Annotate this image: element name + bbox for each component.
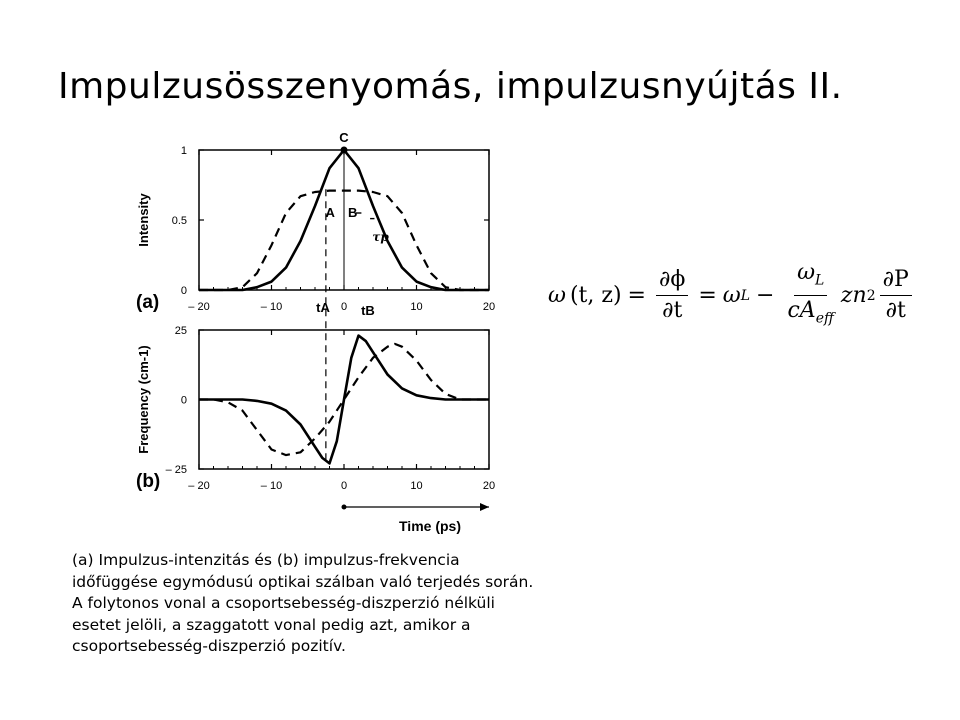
- x-tick-label: 10: [410, 301, 423, 313]
- formula-eq2: =: [698, 283, 717, 309]
- formula-frac2: [784, 260, 836, 332]
- x-tick-label: – 20: [188, 301, 210, 313]
- chart-intensity: [136, 130, 495, 318]
- formula-zn-sub: 2: [866, 287, 876, 304]
- x-tick-label: 0: [340, 480, 348, 492]
- y-tick-label: 1: [180, 145, 187, 157]
- formula-omega-l: ω: [722, 283, 741, 309]
- x-axis-label: Time (ps): [399, 518, 461, 534]
- time-arrow-origin: [342, 505, 347, 510]
- formula-frac3: [880, 267, 912, 324]
- x-tick-label: 20: [482, 480, 496, 492]
- formula-args: (t, z): [569, 283, 622, 309]
- formula-frac1: [656, 267, 688, 324]
- formula-zn: zn: [840, 283, 867, 309]
- formula-dt2: ∂t: [885, 298, 906, 324]
- formula-minus: −: [756, 283, 775, 309]
- formula-frac2-ca: cA: [787, 298, 816, 324]
- annotation-tb: tB: [361, 303, 375, 318]
- time-arrow-head: [480, 503, 489, 511]
- y-tick-label: – 25: [165, 464, 187, 476]
- peak-point: [341, 147, 348, 154]
- formula-omega: ω: [548, 283, 566, 309]
- formula-dp: ∂P: [880, 267, 912, 296]
- y-tick-label: 0.5: [171, 215, 187, 227]
- figure-caption: (a) Impulzus-intenzitás és (b) impulzus-frekvencia időfüggése egymódusú optikai szálban való terjedés során. A folytonos vonal a csoportsebesség-diszperzió nélküli esetet jelöli, a szaggatott vonal pedig azt, amikor a csoportsebesség-diszperzió pozitív.: [72, 551, 534, 655]
- chart-frequency: [136, 325, 495, 534]
- annotation-tau: τp: [372, 229, 389, 244]
- annotation-ta: tA: [316, 300, 330, 315]
- annotation-c: C: [339, 130, 349, 145]
- formula-dphi: ∂ϕ: [656, 267, 688, 296]
- y-tick-label: 0: [180, 285, 187, 297]
- slide-title: Impulzusösszenyomás, impulzusnyújtás II.: [58, 66, 843, 107]
- x-tick-label: – 10: [260, 301, 283, 313]
- y-axis-label: Frequency (cm-1): [136, 345, 151, 454]
- formula-omega-l-sub: L: [740, 287, 751, 304]
- series-solid-line: [199, 336, 489, 464]
- x-tick-label: 0: [340, 301, 348, 313]
- formula-frac2-omega-sub: L: [815, 272, 825, 289]
- y-tick-label: 25: [174, 325, 187, 337]
- formula-frac2-omega: ω: [797, 260, 816, 285]
- x-tick-label: – 10: [260, 480, 283, 492]
- annotation-b: B: [348, 205, 358, 220]
- formula-frac2-eff: eff: [815, 310, 834, 327]
- y-axis-label: Intensity: [136, 193, 151, 247]
- x-tick-label: – 20: [188, 480, 210, 492]
- formula-dt: ∂t: [662, 298, 683, 324]
- annotation-a: A: [325, 205, 335, 220]
- panel-label: (a): [136, 292, 160, 313]
- panel-label: (b): [136, 471, 161, 492]
- x-tick-label: 20: [482, 301, 496, 313]
- y-tick-label: 0: [180, 394, 187, 407]
- x-tick-label: 10: [410, 480, 423, 492]
- frequency-formula: [548, 260, 916, 332]
- formula-eq1: =: [627, 283, 646, 309]
